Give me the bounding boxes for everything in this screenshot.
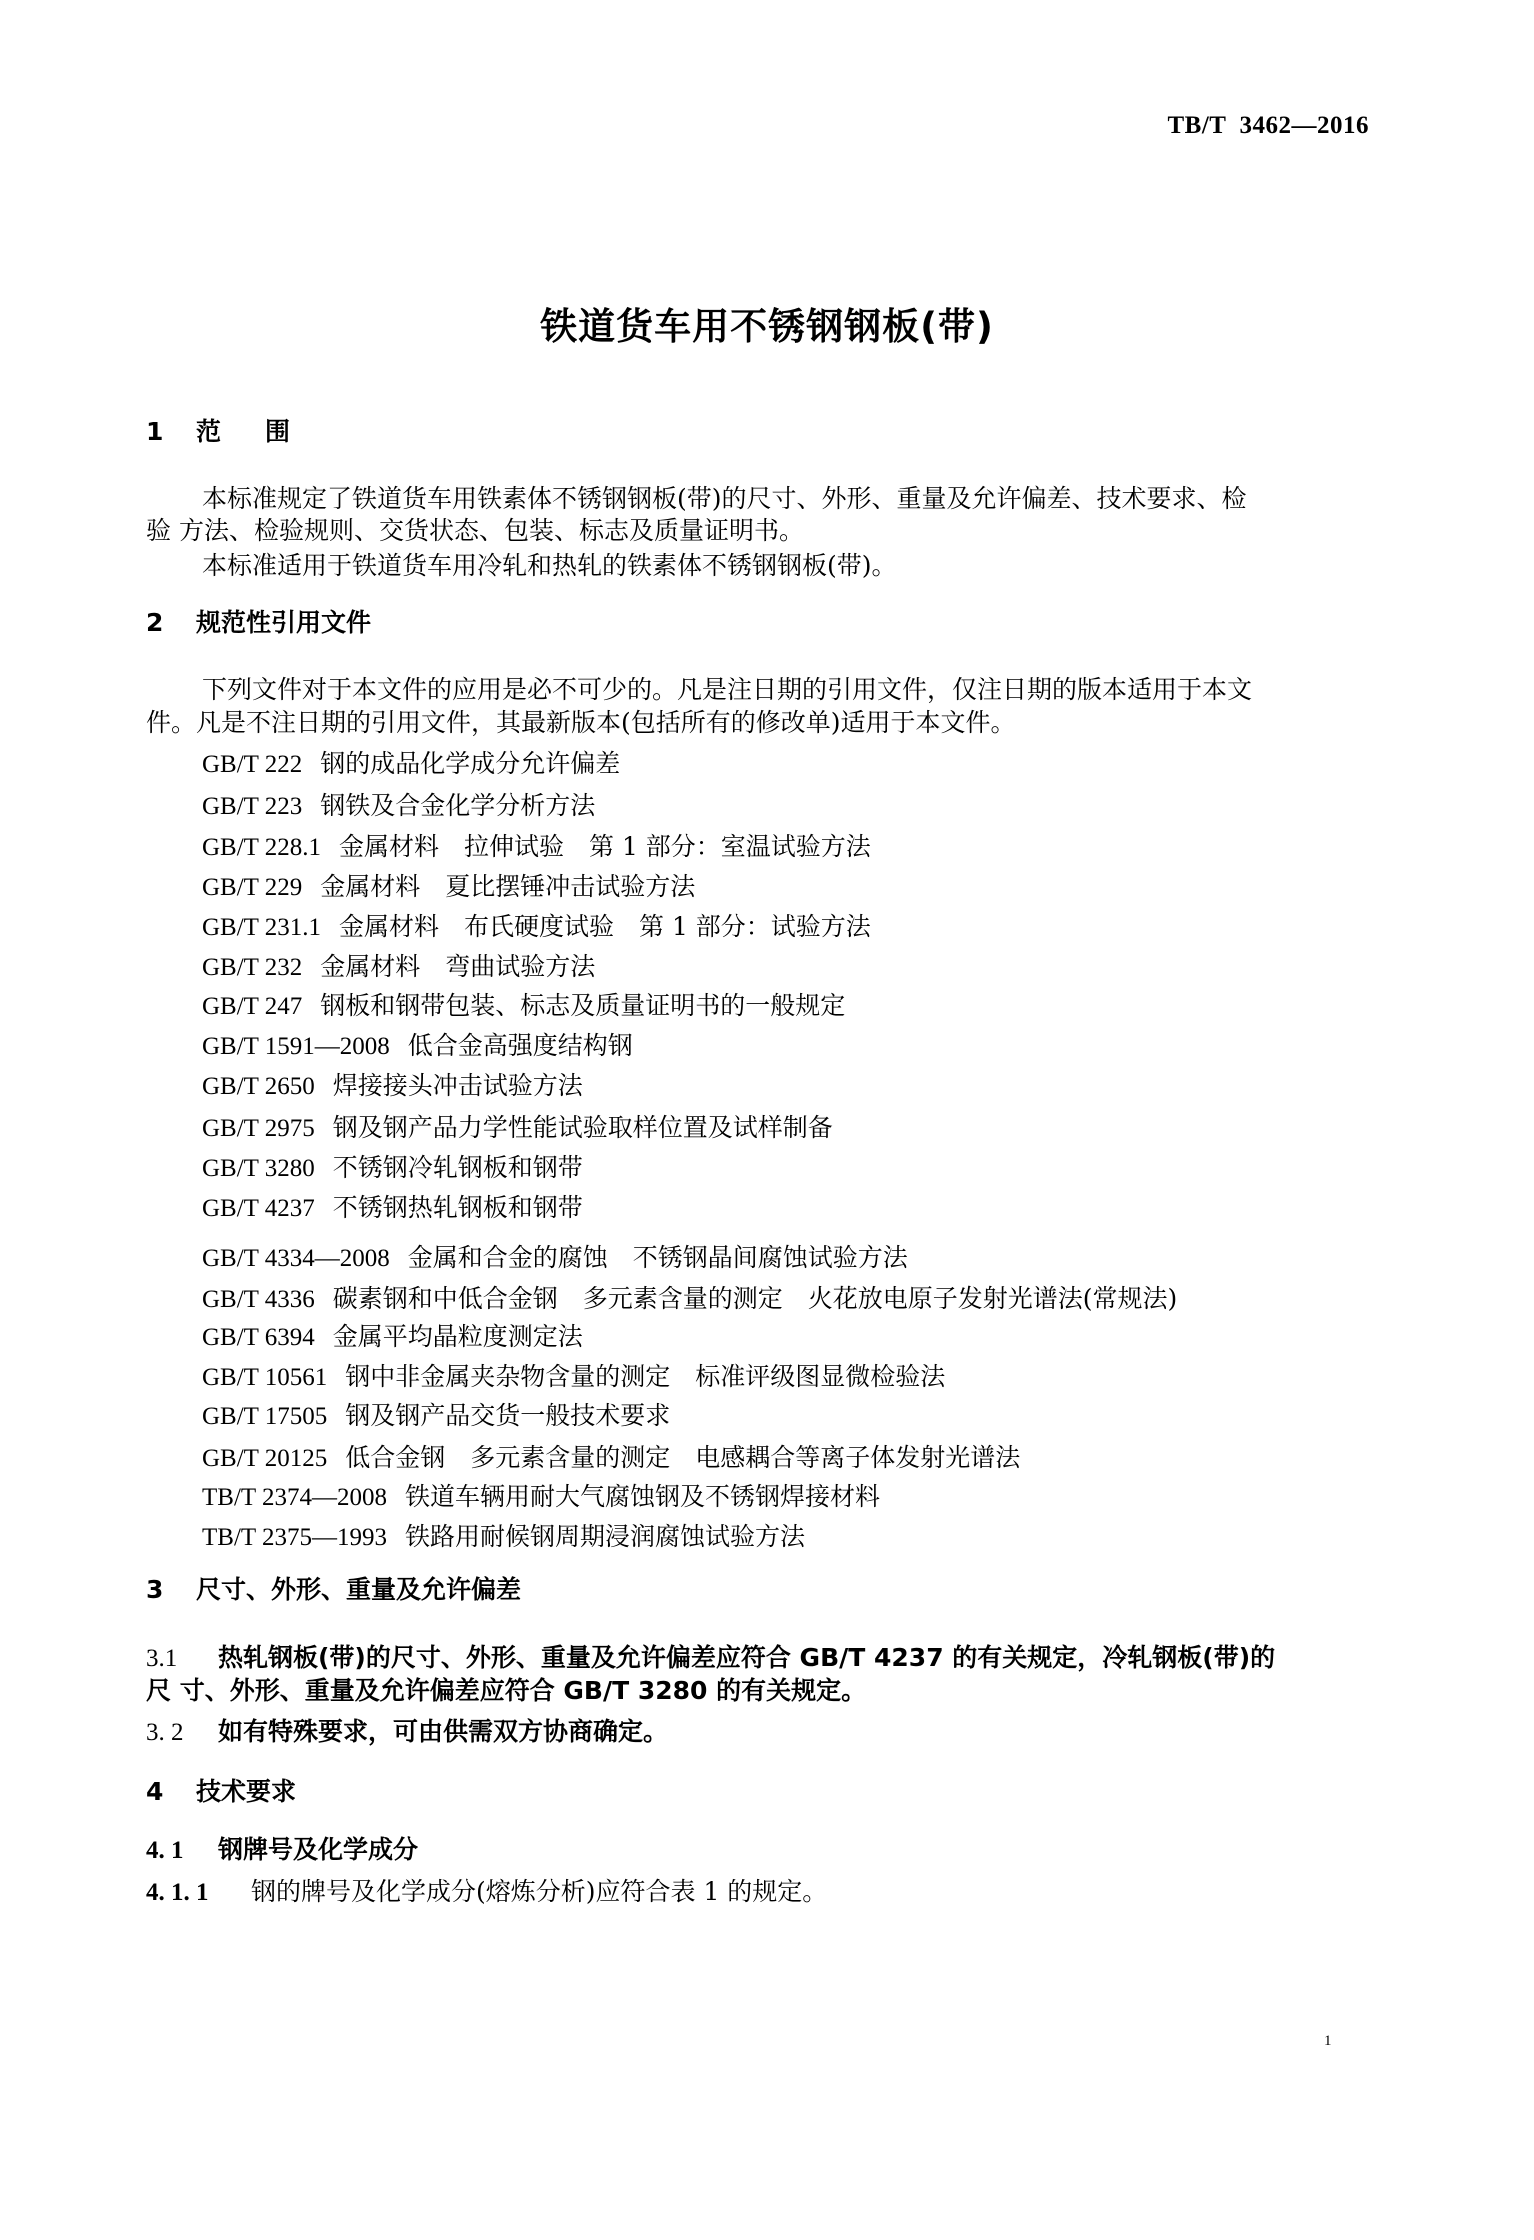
paragraph-line: 本标准规定了铁道货车用铁素体不锈钢钢板(带)的尺寸、外形、重量及允许偏差、技术要求、检 — [202, 484, 1247, 513]
reference-code: GB/T 4334—2008 — [202, 1245, 390, 1272]
section-4-heading — [146, 1772, 296, 1808]
reference-item — [202, 1108, 833, 1144]
clause-3-1-continuation — [146, 1671, 866, 1707]
reference-item — [202, 827, 871, 863]
paragraph: 本标准适用于铁道货车用冷轧和热轧的铁素体不锈钢钢板(带)。 — [202, 551, 897, 580]
clause-text-line: 热轧钢板(带)的尺寸、外形、重量及允许偏差应符合 GB/T 4237 的有关规定，冷轧钢板(带)的 — [218, 1643, 1276, 1672]
reference-title: 不锈钢热轧钢板和钢带 — [332, 1193, 583, 1222]
section-1-heading — [146, 412, 334, 448]
clause-title: 钢牌号及化学成分 — [218, 1835, 419, 1864]
reference-title: 低合金高强度结构钢 — [407, 1031, 633, 1060]
reference-code: GB/T 2975 — [202, 1115, 315, 1142]
reference-code: GB/T 232 — [202, 954, 303, 981]
section-title: 技术要求 — [196, 1777, 297, 1806]
reference-title: 钢中非金属夹杂物含量的测定 标准评级图显微检验法 — [345, 1362, 946, 1391]
reference-item — [202, 947, 595, 983]
reference-title: 金属材料 夏比摆锤冲击试验方法 — [320, 872, 696, 901]
section-number: 4 — [146, 1777, 164, 1806]
section-2-heading — [146, 603, 371, 639]
reference-code: GB/T 6394 — [202, 1324, 315, 1351]
reference-title: 钢板和钢带包装、标志及质量证明书的一般规定 — [320, 991, 846, 1020]
reference-code: TB/T 2374—2008 — [202, 1484, 387, 1511]
clause-text-line: 尺 寸、外形、重量及允许偏差应符合 GB/T 3280 的有关规定。 — [146, 1676, 867, 1705]
reference-code: GB/T 4237 — [202, 1195, 315, 1222]
reference-item — [202, 1477, 880, 1513]
clause-number: 3.1 — [146, 1645, 178, 1672]
reference-code: GB/T 228.1 — [202, 834, 321, 861]
reference-item — [202, 1238, 908, 1274]
document-title: 铁道货车用不锈钢钢板(带) — [540, 305, 994, 348]
section-3-heading — [146, 1570, 521, 1606]
standard-code: TB/T 3462—2016 — [1167, 112, 1369, 139]
reference-code: GB/T 3280 — [202, 1155, 315, 1182]
reference-item — [202, 1517, 805, 1553]
reference-title: 金属平均晶粒度测定法 — [332, 1322, 583, 1351]
clause-number: 4. 1 — [146, 1837, 184, 1864]
reference-item — [202, 907, 871, 943]
reference-item — [202, 1188, 583, 1224]
reference-title: 焊接接头冲击试验方法 — [332, 1071, 583, 1100]
reference-code: GB/T 2650 — [202, 1073, 315, 1100]
reference-item — [202, 744, 620, 780]
reference-item — [202, 867, 695, 903]
reference-title: 铁道车辆用耐大气腐蚀钢及不锈钢焊接材料 — [404, 1482, 880, 1511]
section-number: 1 — [146, 417, 164, 446]
reference-title: 钢铁及合金化学分析方法 — [320, 791, 596, 820]
reference-title: 金属材料 布氏硬度试验 第 1 部分：试验方法 — [339, 912, 871, 941]
reference-code: GB/T 17505 — [202, 1403, 328, 1430]
reference-title: 碳素钢和中低合金钢 多元素含量的测定 火花放电原子发射光谱法(常规法) — [332, 1284, 1178, 1313]
paragraph-line: 下列文件对于本文件的应用是必不可少的。凡是注日期的引用文件，仅注日期的版本适用于本文 — [202, 675, 1253, 704]
clause-4-1-heading — [146, 1830, 418, 1866]
reference-item — [202, 1438, 1020, 1474]
clause-text: 钢的牌号及化学成分(熔炼分析)应符合表 1 的规定。 — [251, 1877, 828, 1906]
section-title: 规范性引用文件 — [196, 608, 372, 637]
clause-text: 如有特殊要求，可由供需双方协商确定。 — [218, 1717, 669, 1746]
reference-code: GB/T 4336 — [202, 1286, 315, 1313]
clause-number: 4. 1. 1 — [146, 1879, 209, 1906]
reference-code: GB/T 231.1 — [202, 914, 321, 941]
paragraph-line: 件。凡是不注日期的引用文件，其最新版本(包括所有的修改单)适用于本文件。 — [146, 708, 1016, 737]
reference-title: 钢的成品化学成分允许偏差 — [320, 749, 621, 778]
clause-3-1 — [146, 1638, 1275, 1674]
reference-title: 钢及钢产品力学性能试验取样位置及试样制备 — [332, 1113, 833, 1142]
reference-item — [202, 1317, 583, 1353]
section-title: 范围 — [196, 417, 335, 446]
reference-code: GB/T 229 — [202, 874, 303, 901]
reference-item — [202, 1148, 583, 1184]
section-title: 尺寸、外形、重量及允许偏差 — [196, 1575, 522, 1604]
reference-title: 金属和合金的腐蚀 不锈钢晶间腐蚀试验方法 — [407, 1243, 908, 1272]
reference-code: GB/T 222 — [202, 751, 303, 778]
reference-title: 低合金钢 多元素含量的测定 电感耦合等离子体发射光谱法 — [345, 1443, 1021, 1472]
reference-code: GB/T 10561 — [202, 1364, 328, 1391]
section-number: 3 — [146, 1575, 164, 1604]
reference-code: GB/T 20125 — [202, 1445, 328, 1472]
reference-code: GB/T 223 — [202, 793, 303, 820]
reference-title: 不锈钢冷轧钢板和钢带 — [332, 1153, 583, 1182]
reference-item — [202, 1066, 583, 1102]
clause-4-1-1 — [146, 1872, 827, 1908]
reference-item — [202, 1026, 633, 1062]
reference-item — [202, 786, 595, 822]
section-number: 2 — [146, 608, 164, 637]
reference-code: GB/T 247 — [202, 993, 303, 1020]
reference-item — [202, 1396, 670, 1432]
clause-3-2 — [146, 1712, 668, 1748]
reference-title: 铁路用耐候钢周期浸润腐蚀试验方法 — [404, 1522, 805, 1551]
reference-code: GB/T 1591—2008 — [202, 1033, 390, 1060]
paragraph-line: 验 方法、检验规则、交货状态、包装、标志及质量证明书。 — [146, 516, 804, 545]
clause-number: 3. 2 — [146, 1719, 184, 1746]
reference-title: 金属材料 弯曲试验方法 — [320, 952, 596, 981]
reference-title: 钢及钢产品交货一般技术要求 — [345, 1401, 671, 1430]
reference-item — [202, 986, 845, 1022]
reference-item — [202, 1357, 945, 1393]
reference-item — [202, 1279, 1177, 1315]
reference-title: 金属材料 拉伸试验 第 1 部分：室温试验方法 — [339, 832, 871, 861]
page-number: 1 — [1324, 2033, 1332, 2049]
reference-code: TB/T 2375—1993 — [202, 1524, 387, 1551]
